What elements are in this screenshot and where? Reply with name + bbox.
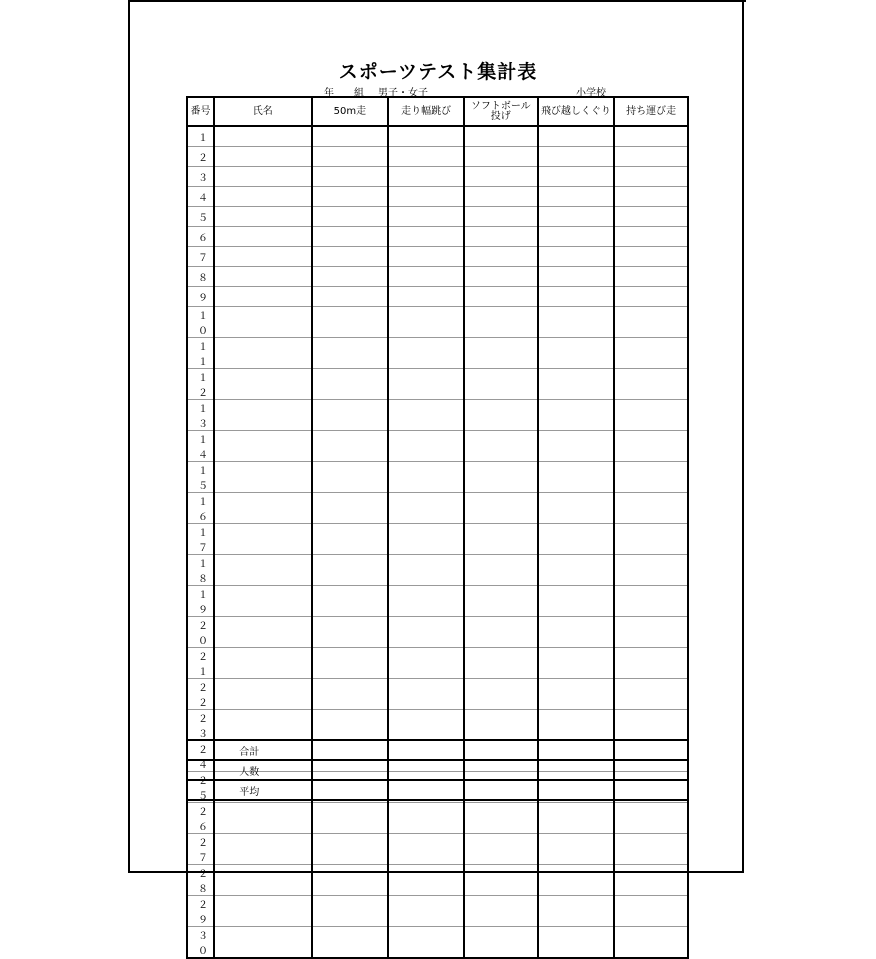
row-number: １ [187, 126, 214, 146]
entry-cell[interactable] [388, 166, 464, 186]
entry-cell[interactable] [312, 926, 389, 958]
table-row [187, 246, 688, 266]
col-header-softball-line1: ソフトボール [470, 100, 531, 112]
entry-cell[interactable] [214, 864, 312, 895]
entry-cell[interactable] [312, 554, 389, 585]
entry-cell[interactable] [214, 368, 312, 399]
table-row [187, 616, 688, 647]
entry-cell[interactable] [388, 461, 464, 492]
entry-cell[interactable] [312, 492, 389, 523]
entry-cell[interactable] [388, 337, 464, 368]
page-title: スポーツテスト集計表 [338, 61, 538, 83]
entry-cell[interactable] [312, 368, 389, 399]
entry-cell[interactable] [464, 337, 538, 368]
summary-cell[interactable] [614, 760, 688, 780]
entry-cell[interactable] [614, 864, 688, 895]
entry-cell[interactable] [614, 337, 688, 368]
table-row [187, 126, 688, 146]
entry-cell[interactable] [214, 430, 312, 461]
entry-cell[interactable] [214, 709, 312, 740]
summary-label: 人数 [187, 760, 312, 780]
row-number: ２６ [187, 802, 214, 833]
entry-cell[interactable] [388, 554, 464, 585]
entry-cell[interactable] [464, 554, 538, 585]
entry-cell[interactable] [538, 226, 615, 246]
row-number: １０ [187, 306, 214, 337]
table-row [187, 647, 688, 678]
entry-cell[interactable] [312, 399, 389, 430]
entry-cell[interactable] [388, 146, 464, 166]
entry-cell[interactable] [614, 926, 688, 958]
entry-cell[interactable] [614, 554, 688, 585]
entry-cell[interactable] [614, 399, 688, 430]
row-number: １２ [187, 368, 214, 399]
table-row [187, 266, 688, 286]
col-header-carry-run: 持ち運び走 [614, 97, 688, 126]
row-number: ２２ [187, 678, 214, 709]
entry-cell[interactable] [538, 895, 615, 926]
table-row [187, 523, 688, 554]
summary-cell[interactable] [388, 760, 464, 780]
entry-cell[interactable] [388, 206, 464, 226]
entry-cell[interactable] [538, 166, 615, 186]
row-number: ２７ [187, 833, 214, 864]
summary-cell[interactable] [464, 760, 538, 780]
entry-cell[interactable] [538, 266, 615, 286]
summary-cell[interactable] [538, 780, 615, 800]
row-number: ２４ [187, 740, 214, 771]
entry-cell[interactable] [464, 709, 538, 740]
col-header-50m: 50m走 [312, 97, 389, 126]
row-number: ３ [187, 166, 214, 186]
entry-cell[interactable] [312, 246, 389, 266]
entry-cell[interactable] [388, 647, 464, 678]
entry-cell[interactable] [214, 266, 312, 286]
table-row [187, 430, 688, 461]
entry-cell[interactable] [214, 306, 312, 337]
entry-cell[interactable] [388, 246, 464, 266]
entry-cell[interactable] [464, 126, 538, 146]
entry-cell[interactable] [464, 430, 538, 461]
entry-cell[interactable] [312, 802, 389, 833]
entry-cell[interactable] [388, 926, 464, 958]
entry-cell[interactable] [312, 126, 389, 146]
entry-cell[interactable] [614, 802, 688, 833]
entry-cell[interactable] [464, 864, 538, 895]
table-row [187, 678, 688, 709]
entry-cell[interactable] [388, 585, 464, 616]
table-row [187, 206, 688, 226]
entry-cell[interactable] [464, 368, 538, 399]
entry-cell[interactable] [538, 678, 615, 709]
summary-cell[interactable] [538, 760, 615, 780]
entry-cell[interactable] [312, 166, 389, 186]
entry-cell[interactable] [538, 461, 615, 492]
summary-row [187, 760, 688, 780]
entry-cell[interactable] [312, 864, 389, 895]
entry-cell[interactable] [614, 166, 688, 186]
entry-cell[interactable] [214, 647, 312, 678]
table-row [187, 226, 688, 246]
entry-cell[interactable] [538, 585, 615, 616]
entry-cell[interactable] [388, 186, 464, 206]
table-row [187, 926, 688, 958]
entry-cell[interactable] [538, 368, 615, 399]
row-number: ２８ [187, 864, 214, 895]
entry-cell[interactable] [614, 585, 688, 616]
year-class-label: 年 組 [324, 88, 364, 99]
school-label: 小学校 [576, 88, 606, 99]
entry-cell[interactable] [214, 166, 312, 186]
entry-cell[interactable] [312, 647, 389, 678]
row-number: ４ [187, 186, 214, 206]
entry-cell[interactable] [464, 266, 538, 286]
col-header-name: 氏名 [214, 97, 312, 126]
table-row [187, 461, 688, 492]
table-row [187, 399, 688, 430]
row-number: １４ [187, 430, 214, 461]
entry-cell[interactable] [388, 430, 464, 461]
entry-cell[interactable] [312, 895, 389, 926]
entry-cell[interactable] [538, 206, 615, 226]
entry-cell[interactable] [538, 554, 615, 585]
entry-cell[interactable] [388, 266, 464, 286]
entry-cell[interactable] [214, 678, 312, 709]
entry-cell[interactable] [464, 833, 538, 864]
entry-cell[interactable] [614, 186, 688, 206]
entry-cell[interactable] [388, 126, 464, 146]
entry-cell[interactable] [538, 286, 615, 306]
entry-cell[interactable] [214, 554, 312, 585]
row-number: ９ [187, 286, 214, 306]
entry-cell[interactable] [312, 430, 389, 461]
table-row [187, 146, 688, 166]
summary-cell[interactable] [312, 780, 389, 800]
row-number: ７ [187, 246, 214, 266]
entry-cell[interactable] [214, 206, 312, 226]
entry-cell[interactable] [538, 246, 615, 266]
entry-cell[interactable] [214, 461, 312, 492]
entry-cell[interactable] [538, 399, 615, 430]
entry-cell[interactable] [538, 523, 615, 554]
entry-cell[interactable] [464, 206, 538, 226]
entry-cell[interactable] [312, 616, 389, 647]
entry-cell[interactable] [312, 226, 389, 246]
summary-row [187, 740, 688, 760]
summary-cell[interactable] [312, 740, 389, 760]
entry-cell[interactable] [614, 492, 688, 523]
entry-cell[interactable] [214, 492, 312, 523]
entry-cell[interactable] [388, 226, 464, 246]
summary-cell[interactable] [388, 740, 464, 760]
entry-cell[interactable] [614, 709, 688, 740]
entry-cell[interactable] [538, 616, 615, 647]
entry-cell[interactable] [312, 461, 389, 492]
col-header-softball-line2: 投げ [490, 110, 511, 122]
summary-cell[interactable] [388, 780, 464, 800]
summary-label: 合計 [187, 740, 312, 760]
entry-cell[interactable] [388, 802, 464, 833]
summary-cell[interactable] [312, 760, 389, 780]
entry-cell[interactable] [614, 430, 688, 461]
entry-cell[interactable] [312, 306, 389, 337]
entry-cell[interactable] [214, 523, 312, 554]
entry-cell[interactable] [614, 146, 688, 166]
row-number: １１ [187, 337, 214, 368]
table-row [187, 864, 688, 895]
entry-cell[interactable] [538, 833, 615, 864]
table-row [187, 554, 688, 585]
entry-cell[interactable] [312, 266, 389, 286]
entry-cell[interactable] [464, 286, 538, 306]
entry-cell[interactable] [214, 399, 312, 430]
table-row [187, 709, 688, 740]
entry-cell[interactable] [538, 802, 615, 833]
entry-cell[interactable] [388, 368, 464, 399]
entry-cell[interactable] [388, 895, 464, 926]
row-number: １５ [187, 461, 214, 492]
col-header-long-jump: 走り幅跳び [388, 97, 464, 126]
entry-cell[interactable] [464, 146, 538, 166]
entry-cell[interactable] [538, 146, 615, 166]
entry-cell[interactable] [614, 206, 688, 226]
row-number: ２１ [187, 647, 214, 678]
entry-cell[interactable] [614, 833, 688, 864]
table-row [187, 337, 688, 368]
entry-cell[interactable] [538, 126, 615, 146]
table-row [187, 833, 688, 864]
entry-cell[interactable] [464, 246, 538, 266]
entry-cell[interactable] [312, 337, 389, 368]
summary-cell[interactable] [538, 740, 615, 760]
entry-cell[interactable] [614, 306, 688, 337]
col-header-softball [464, 97, 538, 126]
table-row [187, 306, 688, 337]
row-number: １６ [187, 492, 214, 523]
entry-cell[interactable] [214, 226, 312, 246]
entry-cell[interactable] [614, 895, 688, 926]
summary-cell[interactable] [464, 740, 538, 760]
entry-cell[interactable] [464, 461, 538, 492]
entry-cell[interactable] [614, 616, 688, 647]
entry-cell[interactable] [312, 206, 389, 226]
entry-cell[interactable] [614, 461, 688, 492]
entry-cell[interactable] [614, 523, 688, 554]
entry-cell[interactable] [388, 399, 464, 430]
row-number: ２５ [187, 771, 214, 802]
row-number: ３０ [187, 926, 214, 958]
row-number: １８ [187, 554, 214, 585]
entry-cell[interactable] [388, 616, 464, 647]
row-number: ８ [187, 266, 214, 286]
table-header-row [187, 97, 688, 126]
summary-table [186, 739, 689, 801]
entry-cell[interactable] [312, 585, 389, 616]
entry-cell[interactable] [312, 678, 389, 709]
row-number: １３ [187, 399, 214, 430]
entry-cell[interactable] [312, 833, 389, 864]
entry-cell[interactable] [388, 833, 464, 864]
entry-cell[interactable] [464, 523, 538, 554]
entry-cell[interactable] [388, 709, 464, 740]
entry-cell[interactable] [464, 492, 538, 523]
entry-cell[interactable] [214, 146, 312, 166]
row-number: ２９ [187, 895, 214, 926]
entry-cell[interactable] [614, 286, 688, 306]
row-number: １９ [187, 585, 214, 616]
entry-cell[interactable] [614, 246, 688, 266]
table-row [187, 368, 688, 399]
row-number: ６ [187, 226, 214, 246]
entry-cell[interactable] [214, 833, 312, 864]
entry-cell[interactable] [214, 126, 312, 146]
entry-cell[interactable] [214, 585, 312, 616]
entry-cell[interactable] [388, 523, 464, 554]
entry-cell[interactable] [214, 337, 312, 368]
entry-cell[interactable] [464, 399, 538, 430]
entry-cell[interactable] [214, 616, 312, 647]
entry-cell[interactable] [614, 126, 688, 146]
row-number: ２０ [187, 616, 214, 647]
table-row [187, 186, 688, 206]
col-header-number: 番号 [187, 97, 214, 126]
entry-cell[interactable] [214, 246, 312, 266]
entry-cell[interactable] [614, 266, 688, 286]
entry-cell[interactable] [614, 678, 688, 709]
entry-cell[interactable] [312, 709, 389, 740]
entry-cell[interactable] [312, 146, 389, 166]
entry-cell[interactable] [614, 226, 688, 246]
gender-label: 男子・女子 [378, 88, 428, 99]
entry-cell[interactable] [464, 616, 538, 647]
entry-cell[interactable] [312, 523, 389, 554]
entry-cell[interactable] [388, 678, 464, 709]
entry-cell[interactable] [388, 306, 464, 337]
summary-cell[interactable] [614, 740, 688, 760]
entry-cell[interactable] [388, 492, 464, 523]
entry-cell[interactable] [388, 864, 464, 895]
entry-cell[interactable] [464, 585, 538, 616]
row-number: ２３ [187, 709, 214, 740]
entry-cell[interactable] [538, 647, 615, 678]
entry-cell[interactable] [312, 286, 389, 306]
entry-cell[interactable] [464, 166, 538, 186]
entry-cell[interactable] [538, 337, 615, 368]
table-row [187, 585, 688, 616]
entry-cell[interactable] [312, 186, 389, 206]
row-number: ２ [187, 146, 214, 166]
entry-cell[interactable] [464, 226, 538, 246]
entry-cell[interactable] [214, 802, 312, 833]
entry-cell[interactable] [614, 647, 688, 678]
entry-cell[interactable] [214, 186, 312, 206]
entry-cell[interactable] [464, 926, 538, 958]
entry-cell[interactable] [538, 430, 615, 461]
entry-cell[interactable] [464, 895, 538, 926]
entry-cell[interactable] [614, 368, 688, 399]
table-row [187, 895, 688, 926]
entry-cell[interactable] [388, 286, 464, 306]
summary-label: 平均 [187, 780, 312, 800]
entry-cell[interactable] [538, 864, 615, 895]
col-header-jump-crawl: 飛び越しくぐり [538, 97, 615, 126]
entry-cell[interactable] [538, 492, 615, 523]
entry-cell[interactable] [464, 186, 538, 206]
table-row [187, 802, 688, 833]
entry-cell[interactable] [538, 186, 615, 206]
row-number: １７ [187, 523, 214, 554]
entry-cell[interactable] [538, 926, 615, 958]
table-row [187, 492, 688, 523]
table-row [187, 166, 688, 186]
entry-cell[interactable] [464, 678, 538, 709]
entry-cell[interactable] [214, 286, 312, 306]
summary-cell[interactable] [464, 780, 538, 800]
entry-cell[interactable] [214, 926, 312, 958]
entry-cell[interactable] [214, 895, 312, 926]
entry-cell[interactable] [538, 709, 615, 740]
entry-cell[interactable] [464, 802, 538, 833]
entry-cell[interactable] [538, 306, 615, 337]
summary-row [187, 780, 688, 800]
summary-cell[interactable] [614, 780, 688, 800]
row-number: ５ [187, 206, 214, 226]
entry-cell[interactable] [464, 647, 538, 678]
score-table [186, 96, 689, 959]
table-row [187, 286, 688, 306]
entry-cell[interactable] [464, 306, 538, 337]
